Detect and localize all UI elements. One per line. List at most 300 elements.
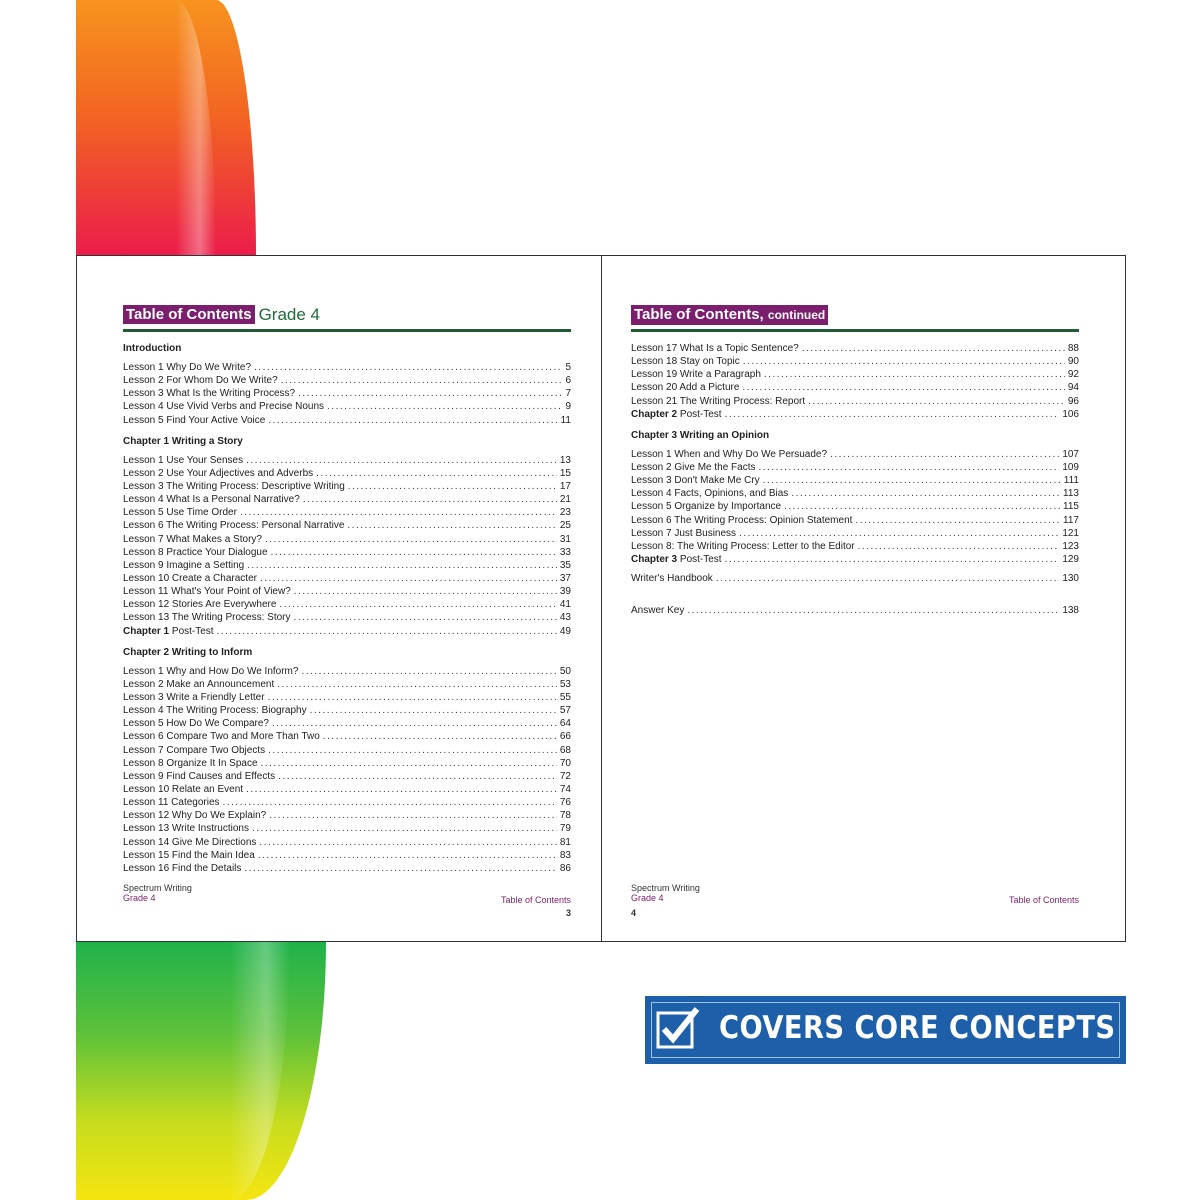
toc-entry (123, 678, 571, 691)
toc-entry-page: 106 (1062, 408, 1079, 420)
toc-entry (631, 408, 1079, 421)
entry-text: Lesson 2 For Whom Do We Write? (123, 375, 278, 387)
dot-leader (246, 454, 557, 467)
toc-entry (123, 598, 571, 611)
entry-text: Lesson 8 Organize It In Space (123, 757, 258, 769)
toc-entry-title (123, 783, 243, 796)
toc-entry-page: 123 (1062, 540, 1079, 552)
entry-text: Post-Test (677, 553, 722, 565)
toc-header (123, 305, 573, 325)
dot-leader (759, 461, 1060, 474)
toc-entry-title (123, 598, 276, 611)
entry-text: Lesson 2 Make an Announcement (123, 678, 275, 690)
footer-section: Table of Contents (1008, 895, 1079, 905)
entry-text: Lesson 16 Find the Details (123, 862, 242, 874)
dot-leader (687, 604, 1059, 617)
toc-label: Table of Contents (123, 305, 255, 324)
spacer (123, 638, 571, 646)
toc-entry-title (123, 480, 345, 493)
toc-entry (123, 611, 571, 624)
toc-entry-page: 49 (559, 625, 571, 637)
dot-leader (268, 414, 557, 427)
toc-entry-page: 17 (559, 480, 571, 492)
entry-text: Lesson 6 The Writing Process: Personal Narrative (123, 520, 345, 532)
toc-entry (123, 506, 571, 519)
toc-entry (123, 585, 571, 598)
entry-text: Lesson 10 Create a Character (123, 572, 257, 584)
entry-text: Lesson 4 What Is a Personal Narrative? (123, 494, 300, 506)
entry-text: Lesson 17 What Is a Topic Sentence? (631, 343, 799, 354)
toc-entry-title (123, 374, 278, 387)
toc-entry-title (631, 487, 788, 500)
toc-entry-page: 107 (1062, 448, 1079, 460)
toc-entry-page: 39 (559, 586, 571, 598)
toc-entry-title (123, 717, 269, 730)
toc-entry-title (123, 519, 344, 532)
dot-leader (303, 493, 557, 506)
toc-entry-title (631, 474, 760, 487)
entry-text: Lesson 13 Write Instructions (123, 823, 249, 835)
dot-leader (743, 355, 1065, 368)
dot-leader (268, 744, 557, 757)
toc-entry-title (123, 414, 265, 427)
dot-leader (348, 480, 557, 493)
toc-rule (123, 329, 571, 332)
dot-leader (268, 691, 557, 704)
dot-leader (855, 514, 1060, 527)
toc-entry-page: 31 (559, 533, 571, 545)
dot-leader (217, 625, 557, 638)
toc-entry-page: 121 (1062, 527, 1079, 539)
toc-entry (631, 572, 1079, 585)
toc-entry-page: 13 (559, 454, 571, 466)
toc-entry-page: 21 (559, 494, 571, 506)
entry-text: Lesson 11 Categories (123, 797, 220, 809)
entry-text: Lesson 9 Find Causes and Effects (123, 770, 276, 782)
toc-entry-title (123, 757, 258, 770)
toc-entry-page: 117 (1063, 514, 1079, 526)
dot-leader (223, 796, 557, 809)
toc-entry (123, 822, 571, 835)
toc-entry-title (123, 849, 255, 862)
toc-entry-page: 74 (559, 783, 571, 795)
toc-entry (123, 836, 571, 849)
spacer (631, 421, 1079, 429)
toc-label (631, 305, 828, 325)
dot-leader (725, 408, 1060, 421)
toc-header (631, 305, 1081, 325)
dot-leader (830, 448, 1059, 461)
toc-entry-title (123, 625, 214, 638)
section-heading: Introduction (123, 343, 182, 354)
toc-entry-title (631, 381, 739, 394)
entry-text: Lesson 9 Imagine a Setting (123, 559, 245, 571)
toc-entry-page: 64 (559, 718, 571, 730)
entry-text: Answer Key (631, 605, 685, 617)
toc-label-suffix: continued (767, 308, 826, 322)
toc-entry-title (123, 704, 307, 717)
toc-entry-page: 43 (559, 612, 571, 624)
dot-leader (316, 467, 557, 480)
entry-text: Lesson 2 Use Your Adjectives and Adverbs (123, 467, 314, 479)
dot-leader (327, 400, 562, 413)
dot-leader (294, 611, 557, 624)
entry-text: Lesson 14 Give Me Directions (123, 836, 257, 848)
toc-entry (123, 374, 571, 387)
toc-entry (123, 744, 571, 757)
toc-entry-page: 109 (1062, 461, 1079, 473)
badge-text: COVERS CORE CONCEPTS (719, 1010, 1116, 1046)
entry-text: Lesson 1 Why and How Do We Inform? (123, 665, 299, 677)
toc-entry-title (123, 678, 274, 691)
toc-entry-page: 113 (1063, 488, 1079, 500)
dot-leader (272, 717, 557, 730)
toc-entry (123, 730, 571, 743)
entry-text: Lesson 7 What Makes a Story? (123, 533, 262, 545)
toc-entry-title (123, 822, 249, 835)
toc-entry-page: 25 (559, 520, 571, 532)
dot-leader (301, 665, 556, 678)
toc-entry-page: 72 (559, 770, 571, 782)
dot-leader (269, 809, 557, 822)
dot-leader (310, 704, 557, 717)
toc-entry (123, 757, 571, 770)
decorative-swoosh-orange (76, 0, 256, 256)
entry-text: Lesson 4 The Writing Process: Biography (123, 705, 307, 717)
toc-entry (123, 467, 571, 480)
toc-entry (123, 665, 571, 678)
toc-entry (631, 368, 1079, 381)
entry-text: Lesson 15 Find the Main Idea (123, 849, 255, 861)
dot-leader (261, 757, 557, 770)
toc-entry-page: 11 (560, 414, 571, 426)
toc-entry-title (631, 461, 756, 474)
book-spread (76, 255, 1126, 942)
footer-grade: Grade 4 (123, 893, 156, 903)
dot-leader (258, 849, 557, 862)
toc-entry (123, 849, 571, 862)
entry-text: Lesson 18 Stay on Topic (631, 356, 740, 368)
toc-entry (631, 461, 1079, 474)
spacer (631, 585, 1079, 604)
toc-entry-title (631, 342, 799, 355)
toc-entry-title (631, 553, 722, 566)
checkbox-check-icon (655, 1005, 701, 1051)
toc-entry (631, 514, 1079, 527)
toc-entry (631, 448, 1079, 461)
toc-entry-page: 83 (559, 849, 571, 861)
entry-text: Lesson 6 Compare Two and More Than Two (123, 731, 320, 743)
entry-text: Lesson 5 Find Your Active Voice (123, 414, 266, 426)
toc-entry-title (631, 500, 781, 513)
entry-text: Lesson 7 Compare Two Objects (123, 744, 266, 756)
toc-entry-page: 37 (559, 572, 571, 584)
dot-leader (254, 361, 562, 374)
dot-leader (265, 533, 557, 546)
dot-leader (247, 559, 557, 572)
toc-entry (123, 414, 571, 427)
entry-text: Post-Test (169, 625, 214, 637)
toc-entry-title (631, 355, 740, 368)
toc-entry-page: 86 (559, 862, 571, 874)
entry-text: Lesson 21 The Writing Process: Report (631, 395, 806, 407)
dot-leader (294, 585, 557, 598)
toc-entry-page: 23 (559, 507, 571, 519)
left-page (123, 256, 573, 941)
toc-entry-page: 79 (559, 823, 571, 835)
toc-entry-title (123, 796, 220, 809)
toc-entry (123, 691, 571, 704)
entry-text: Writer's Handbook (631, 573, 713, 585)
toc-entry-title (123, 454, 243, 467)
entry-text: Lesson 12 Stories Are Everywhere (123, 599, 277, 611)
toc-entry-title (123, 493, 300, 506)
toc-entry (631, 553, 1079, 566)
toc-entry (123, 625, 571, 638)
toc-entry-title (631, 448, 827, 461)
entry-text: Lesson 8 Practice Your Dialogue (123, 546, 268, 558)
toc-entry (123, 533, 571, 546)
dot-leader (763, 474, 1061, 487)
toc-entry (123, 480, 571, 493)
dot-leader (784, 500, 1060, 513)
toc-entry-title (631, 604, 684, 617)
toc-entry-page: 7 (565, 388, 571, 400)
chapter-label: Chapter 3 (631, 553, 678, 565)
entry-text: Lesson 2 Give Me the Facts (631, 461, 756, 473)
toc-list (123, 342, 571, 875)
entry-text: Lesson 20 Add a Picture (631, 382, 740, 394)
dot-leader (246, 783, 557, 796)
entry-text: Lesson 1 Use Your Senses (123, 454, 244, 466)
toc-entry-title (123, 836, 256, 849)
toc-entry (123, 572, 571, 585)
toc-rule (631, 329, 1079, 332)
dot-leader (802, 342, 1065, 355)
toc-entry-title (123, 862, 241, 875)
section-heading: Chapter 3 Writing an Opinion (631, 429, 770, 441)
toc-entry-title (123, 559, 244, 572)
entry-text: Lesson 5 How Do We Compare? (123, 718, 269, 730)
dot-leader (791, 487, 1060, 500)
entry-text: Lesson 11 What's Your Point of View? (123, 586, 291, 598)
dot-leader (277, 678, 557, 691)
toc-entry (123, 862, 571, 875)
toc-entry-page: 33 (559, 546, 571, 558)
dot-leader (323, 730, 557, 743)
entry-text: Lesson 6 The Writing Process: Opinion Statement (631, 514, 853, 526)
toc-entry (123, 387, 571, 400)
toc-entry-title (631, 540, 855, 553)
spacer (123, 427, 571, 435)
footer-book-title: Spectrum Writing (631, 883, 700, 893)
toc-entry (123, 454, 571, 467)
toc-entry-title (123, 730, 320, 743)
toc-entry-title (123, 611, 291, 624)
entry-text: Lesson 1 When and Why Do We Persuade? (631, 448, 828, 460)
entry-text: Lesson 3 What Is the Writing Process? (123, 388, 296, 400)
toc-entry-page: 41 (559, 599, 571, 611)
entry-text: Lesson 7 Just Business (631, 527, 737, 539)
toc-entry-page: 78 (559, 810, 571, 822)
toc-entry-page: 68 (559, 744, 571, 756)
page-number: 3 (565, 908, 571, 918)
entry-text: Lesson 4 Facts, Opinions, and Bias (631, 488, 789, 500)
entry-text: Lesson 19 Write a Paragraph (631, 369, 761, 381)
toc-entry (123, 704, 571, 717)
toc-entry-page: 88 (1067, 343, 1079, 354)
toc-entry (123, 519, 571, 532)
dot-leader (298, 387, 562, 400)
toc-entry (631, 527, 1079, 540)
toc-entry-page: 92 (1067, 369, 1079, 381)
covers-core-concepts-badge (645, 996, 1126, 1064)
toc-entry-title (123, 585, 291, 598)
entry-text: Lesson 1 Why Do We Write? (123, 362, 252, 373)
dot-leader (281, 374, 563, 387)
toc-list (631, 342, 1079, 617)
toc-entry-page: 111 (1063, 475, 1079, 487)
toc-entry-page: 129 (1062, 553, 1079, 565)
chapter-label: Chapter 1 (123, 625, 170, 637)
toc-entry-page: 35 (559, 559, 571, 571)
dot-leader (252, 822, 557, 835)
toc-entry-title (631, 395, 805, 408)
dot-leader (260, 572, 557, 585)
toc-entry-page: 53 (559, 678, 571, 690)
toc-entry (631, 355, 1079, 368)
toc-entry (123, 361, 571, 374)
toc-entry-title (631, 368, 761, 381)
dot-leader (716, 572, 1060, 585)
toc-entry-page: 115 (1063, 501, 1079, 513)
toc-entry-page: 138 (1062, 605, 1079, 617)
dot-leader (808, 395, 1065, 408)
entry-text: Lesson 3 The Writing Process: Descriptive Writing (123, 480, 345, 492)
toc-entry (631, 395, 1079, 408)
toc-entry-page: 76 (559, 797, 571, 809)
toc-entry-title (123, 467, 313, 480)
toc-entry-page: 50 (559, 665, 571, 677)
dot-leader (271, 546, 557, 559)
toc-entry (123, 717, 571, 730)
entry-text: Lesson 12 Why Do We Explain? (123, 810, 267, 822)
footer (631, 883, 700, 903)
toc-entry-title (631, 408, 722, 421)
toc-entry (123, 400, 571, 413)
toc-entry-page: 130 (1062, 573, 1079, 585)
dot-leader (240, 506, 557, 519)
toc-entry (631, 500, 1079, 513)
toc-entry-title (123, 691, 265, 704)
entry-text: Lesson 5 Use Time Order (123, 507, 237, 519)
toc-entry-title (631, 527, 736, 540)
entry-text: Lesson 8: The Writing Process: Letter to the Editor (631, 540, 855, 552)
toc-entry (631, 381, 1079, 394)
dot-leader (858, 540, 1060, 553)
section-heading: Chapter 2 Writing to Inform (123, 646, 253, 658)
entry-text: Lesson 3 Write a Friendly Letter (123, 691, 265, 703)
entry-text: Lesson 10 Relate an Event (123, 783, 244, 795)
page-divider (601, 256, 602, 941)
toc-entry (123, 770, 571, 783)
toc-entry-page: 15 (559, 467, 571, 479)
entry-text: Lesson 13 The Writing Process: Story (123, 612, 291, 624)
entry-text: Post-Test (677, 408, 722, 420)
right-page (631, 256, 1081, 941)
dot-leader (244, 862, 556, 875)
toc-entry-page: 57 (559, 705, 571, 717)
toc-entry-title (123, 809, 266, 822)
toc-entry (631, 540, 1079, 553)
toc-entry-title (631, 572, 713, 585)
page-number: 4 (631, 908, 637, 918)
toc-entry-title (123, 546, 268, 559)
toc-entry-title (123, 400, 324, 413)
toc-entry-page: 5 (565, 362, 571, 373)
toc-entry-title (123, 665, 298, 678)
toc-entry (631, 342, 1079, 355)
toc-entry-page: 55 (559, 691, 571, 703)
toc-entry-page: 81 (559, 836, 571, 848)
toc-entry (123, 796, 571, 809)
toc-entry-title (123, 533, 262, 546)
toc-entry-title (123, 572, 257, 585)
toc-entry (631, 604, 1079, 617)
entry-text: Lesson 3 Don't Make Me Cry (631, 475, 760, 487)
toc-entry (631, 474, 1079, 487)
toc-entry (123, 493, 571, 506)
toc-entry-page: 90 (1067, 356, 1079, 368)
grade-label: Grade 4 (258, 305, 320, 324)
toc-entry (123, 559, 571, 572)
dot-leader (347, 519, 556, 532)
toc-entry (123, 783, 571, 796)
toc-label-main: Table of Contents, (634, 306, 764, 323)
dot-leader (278, 770, 557, 783)
dot-leader (764, 368, 1065, 381)
toc-entry-page: 9 (565, 401, 571, 413)
entry-text: Lesson 4 Use Vivid Verbs and Precise Nouns (123, 401, 325, 413)
toc-entry-page: 66 (559, 731, 571, 743)
toc-entry-page: 6 (565, 375, 571, 387)
footer-grade: Grade 4 (631, 893, 664, 903)
section-heading: Chapter 1 Writing a Story (123, 435, 243, 447)
toc-entry-title (123, 744, 265, 757)
toc-entry-title (123, 387, 295, 400)
toc-entry-page: 70 (559, 757, 571, 769)
toc-entry (631, 487, 1079, 500)
toc-entry-title (631, 514, 852, 527)
dot-leader (279, 598, 556, 611)
dot-leader (259, 836, 556, 849)
footer (123, 883, 192, 903)
toc-entry-title (123, 506, 237, 519)
footer-book-title: Spectrum Writing (123, 883, 192, 893)
toc-entry-title (123, 361, 251, 374)
chapter-label: Chapter 2 (631, 408, 678, 420)
toc-entry-page: 94 (1067, 382, 1079, 394)
dot-leader (739, 527, 1059, 540)
toc-entry (123, 546, 571, 559)
toc-entry-page: 96 (1067, 395, 1079, 407)
dot-leader (742, 381, 1064, 394)
entry-text: Lesson 5 Organize by Importance (631, 501, 782, 513)
footer-section: Table of Contents (500, 895, 571, 905)
toc-entry-title (123, 770, 275, 783)
toc-entry (123, 809, 571, 822)
dot-leader (725, 553, 1060, 566)
